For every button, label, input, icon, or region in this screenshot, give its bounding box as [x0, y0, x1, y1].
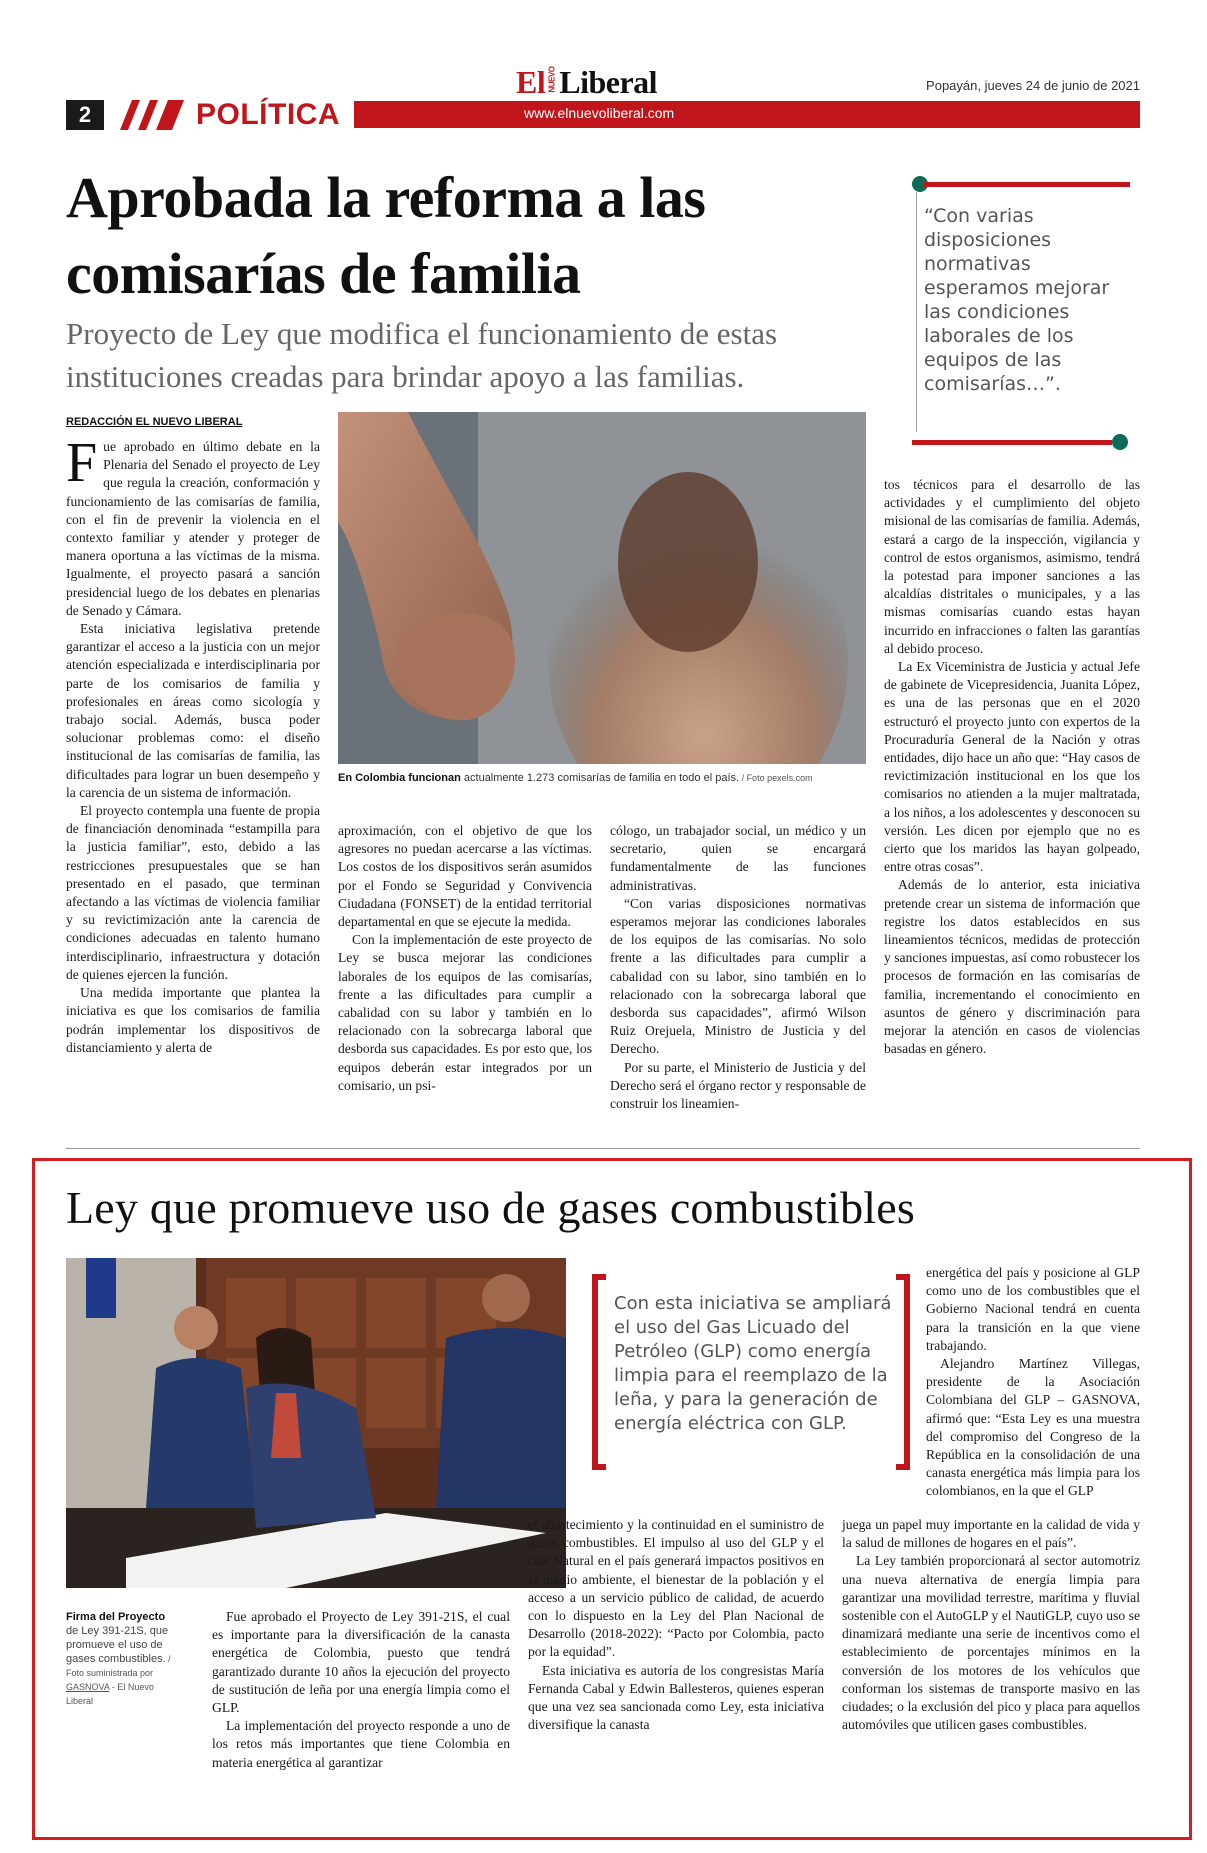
clenched-fist-photo-illustration: [338, 412, 866, 764]
article1-column-3: cólogo, un trabajador social, un médico y un secretario, quien se encargará fundamentalmente de las funciones administrativas. “Con varias disposiciones normativas esperamos mejorar las condiciones laborales de los equipos de las comisarías. No solo frente a las dificultades para cumplir a cabalidad con su labor, sino también en lo relacionado con la sobrecarga laboral que desborda sus capacidades”, afirmó Wilson Ruiz Orejuela, Ministro de Justicia y del Derecho. Por su parte, el Ministerio de Justicia y del Derecho será el órgano rector y responsable de construir los lineamien-: [610, 823, 866, 1112]
left-bracket-decoration: [592, 1274, 606, 1470]
bill-signing-photo-illustration: [66, 1258, 566, 1588]
article1-column-2: aproximación, con el objetivo de que los agresores no puedan acercarse a las víctimas. Los costos de los dispositivos serán asumidos por el Fondo se Seguridad y Convivencia Ciudadana (FONSET) de la entidad territorial departamental en que se ejecute la medida. Con la implementación de este proyecto de Ley se busca mejorar las condiciones laborales de los equipos de las comisarías, frente a las dificultades para cumplir a cabalidad con su labor y también en lo relacionado con la sobrecarga laboral que desborda sus capacidades. Es por esto que, los equipos deberán estar integrados por un comisario, un psi-: [338, 823, 592, 1093]
article1-column-1: Fue aprobado en último debate en la Plenaria del Senado el proyecto de Ley que regula la creación, conformación y funcionamiento de las comisarías de familia, con el fin de prevenir la violencia en el contexto familiar y atender y proteger de manera oportuna a las víctimas de la misma. Igualmente, el proyecto pasará a sanción presidencial luego de los debates en plenarias de Senado y Cámara. Esta iniciativa legislativa pretende garantizar el acceso a la justicia con un mejor atención especializada e interdisciplinaria por parte de los comisarios de familia y profesionales en áreas como sicología y trabajo social. Además, busca poder solucionar problemas como: el diseño institucional de las comisarías de familia, las dificultades para lograr un buen desempeño y la carencia de un sistema de información. El proyecto contempla una fuente de propia de financiación denominada “estampilla para la justicia familiar”, esto, debido a las restricciones presupuestales que se han presentado en el pasado, que terminan afectando a las víctimas de violencia familiar y su revictimización ante la carencia de condiciones adecuadas en talento humano interdisciplinario, infraestructura y dotación de quienes ejercen la función. Una medida importante que plantea la iniciativa es que los comisarios de familia podrán implementar los dispositivos de distanciamiento y alerta de: [66, 432, 320, 1055]
page-number: 2: [66, 100, 104, 130]
article2-photo: [66, 1258, 566, 1588]
section-title: POLÍTICA: [196, 98, 340, 131]
article2-column-3-top: energética del país y posicione al GLP como uno de los combustibles que el Gobierno Nacional tendrá en cuenta para la transición en la que viene trabajando. Alejandro Martínez Villegas, presidente de la Asociación Colombiana del GLP – GASNOVA, afirmó que: “Esta Ley es una muestra del compromiso del Congreso de la República en la consolidación de una canasta energética más limpia para los colombianos, en la que el GLP: [926, 1265, 1140, 1499]
masthead-red-bar: [354, 101, 1140, 128]
website-url[interactable]: www.elnuevoliberal.com: [524, 105, 675, 121]
article2-column-3-bottom: juega un papel muy importante en la calidad de vida y la salud de millones de hogares en el país”. La Ley también proporcionará al sector automotriz una nueva alternativa de energía limpia para garantizar una movilidad terrestre, marítima y fluvial sostenible con el AutoGLP y el NautiGLP, cuyo uso se dinamizará mediante una serie de incentivos como el establecimiento de porcentajes mínimos en la conversión de los motores de los vehículos que conforman los sistemas de transporte masivo en las ciudades; o la exclusión del pico y placa para aquellos automóviles que utilicen gases combustibles.: [842, 1517, 1140, 1733]
article2-photo-caption: Firma del Proyecto de Ley 391-21S, que promueve el uso de gases combustibles. / Foto suministrada por GASNOVA - El Nuevo Liberal: [66, 1611, 171, 1706]
article1-subhead: Proyecto de Ley que modifica el funcionamiento de estas instituciones creadas para brindar apoyo a las familias.: [66, 316, 778, 394]
article-separator: [66, 1148, 1140, 1149]
pull-quote-text: “Con varias disposiciones normativas esperamos mejorar las condiciones laborales de los equipos de las comisarías…”.: [924, 205, 1110, 395]
article1-byline: REDACCIÓN EL NUEVO LIBERAL: [66, 416, 243, 428]
drop-cap: F: [66, 432, 98, 494]
dateline: Popayán, jueves 24 de junio de 2021: [926, 78, 1140, 93]
article1-column-4: tos técnicos para el desarrollo de las actividades y el cumplimiento del objeto misional de las comisarías de familia. Además, estará a cargo de la inspección, vigilancia y control de estos organismos, asimismo, tendrá la potestad para imponer sanciones a las alcaldías distritales o municipales, y a las mismas comisarías cuando estas hayan incurrido en infracciones o falten las garantías al debido proceso. La Ex Viceministra de Justicia y actual Jefe de gabinete de Vicepresidencia, Juanita López, es una de las personas que en el 2020 estructuró el proyecto junto con expertos de la Procuraduría General de la Nación y otras entidades, dijo hace un año que: “Hay casos de revictimización institucional en los que los comisarios no atienden a la mujer maltratada, a los niños, a los adolescentes y desconocen su versión. Les dicen por ejemplo que no es cierto que los maridos las hayan golpeado, entre otras cosas”. Además de lo anterior, esta iniciativa pretende crear un sistema de información que registre los datos establecidos en sus lineamientos técnicos, medidas de protección y sanciones impuestas, así como robustecer los procesos de formación en las comisarías de familia, incrementando el conocimiento en asuntos de género y discriminación para mejorar la atención en casos de violencias basadas en género.: [884, 477, 1140, 1057]
newspaper-logo[interactable]: El NUEVOLiberal: [516, 64, 658, 100]
right-bracket-decoration: [896, 1274, 910, 1470]
article2-column-2: el abastecimiento y la continuidad en el suministro de gases combustibles. El impulso al uso del GLP y el Gas Natural en el país generará impactos positivos en el medio ambiente, el bienestar de la población y el acceso a un servicio público de calidad, de acuerdo con lo dispuesto en la Ley del Plan Nacional de Desarrollo (2018-2022): “Pacto por Colombia, pacto por la equidad”. Esta iniciativa es autoría de los congresistas María Fernanda Cabal y Edwin Ballesteros, quienes esperan que una vez sea sancionada como Ley, esta iniciativa diversifique la canasta: [528, 1517, 824, 1733]
masthead: [66, 64, 1140, 134]
article1-photo-caption: En Colombia funcionan actualmente 1.273 comisarías de familia en todo el país. / Foto pexels.com: [338, 772, 813, 784]
pull-quote-text: Con esta iniciativa se ampliará el uso del Gas Licuado del Petróleo (GLP) como energía limpia para el reemplazo de la leña, y para la generación de energía eléctrica con GLP.: [614, 1293, 892, 1434]
article1-headline: Aprobada la reforma a las comisarías de familia: [66, 165, 706, 306]
article1-photo: [338, 412, 866, 764]
article1-pull-quote: [912, 176, 1130, 446]
section-slashes-decoration: [110, 100, 210, 130]
article2-headline: Ley que promueve uso de gases combustibles: [66, 1182, 915, 1233]
article2-pull-quote: [592, 1274, 910, 1470]
article2-column-1: Fue aprobado el Proyecto de Ley 391-21S, el cual es importante para la diversificación de la canasta energética de Colombia, puesto que tendrá garantizado durante 10 años la ejecución del proyecto de sustitución de leña por una energía limpia como el GLP. La implementación del proyecto responde a uno de los retos más importantes que tiene Colombia en materia energética al garantizar: [212, 1609, 510, 1770]
